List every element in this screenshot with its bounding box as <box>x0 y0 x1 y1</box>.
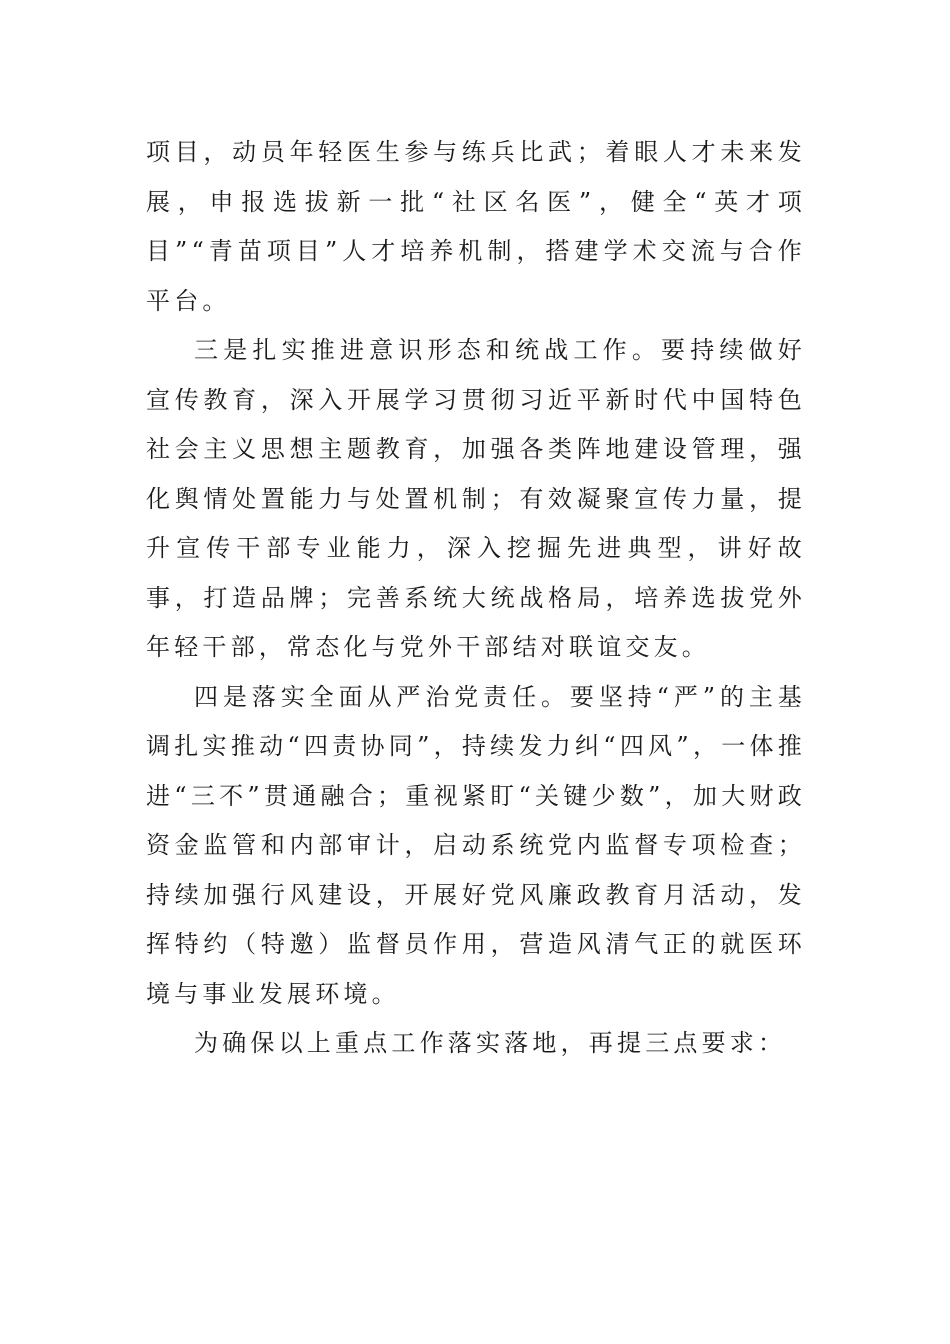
paragraph-party-discipline: 四是落实全面从严治党责任。要坚持“严”的主基调扎实推动“四责协同”，持续发力纠“四风”，一体推进“三不”贯通融合；重视紧盯“关键少数”，加大财政资金监管和内部审计，启动系统党内监督专项检查；持续加强行风建设，开展好党风廉政教育月活动，发挥特约（特邀）监督员作用，营造风清气正的就医环境与事业发展环境。 <box>146 682 806 1008</box>
paragraph-talent-projects: 项目，动员年轻医生参与练兵比武；着眼人才未来发展，申报选拔新一批“社区名医”，健全“英才项目”“青苗项目”人才培养机制，搭建学术交流与合作平台。 <box>146 138 806 315</box>
paragraph-ideology-united-front: 三是扎实推进意识形态和统战工作。要持续做好宣传教育，深入开展学习贯彻习近平新时代中国特色社会主义思想主题教育，加强各类阵地建设管理，强化舆情处置能力与处置机制；有效凝聚宣传力量，提升宣传干部专业能力，深入挖掘先进典型，讲好故事，打造品牌；完善系统大统战格局，培养选拔党外年轻干部，常态化与党外干部结对联谊交友。 <box>146 336 806 661</box>
document-body <box>146 128 806 1069</box>
paragraph-requirements-intro: 为确保以上重点工作落实落地，再提三点要求： <box>194 1029 787 1057</box>
